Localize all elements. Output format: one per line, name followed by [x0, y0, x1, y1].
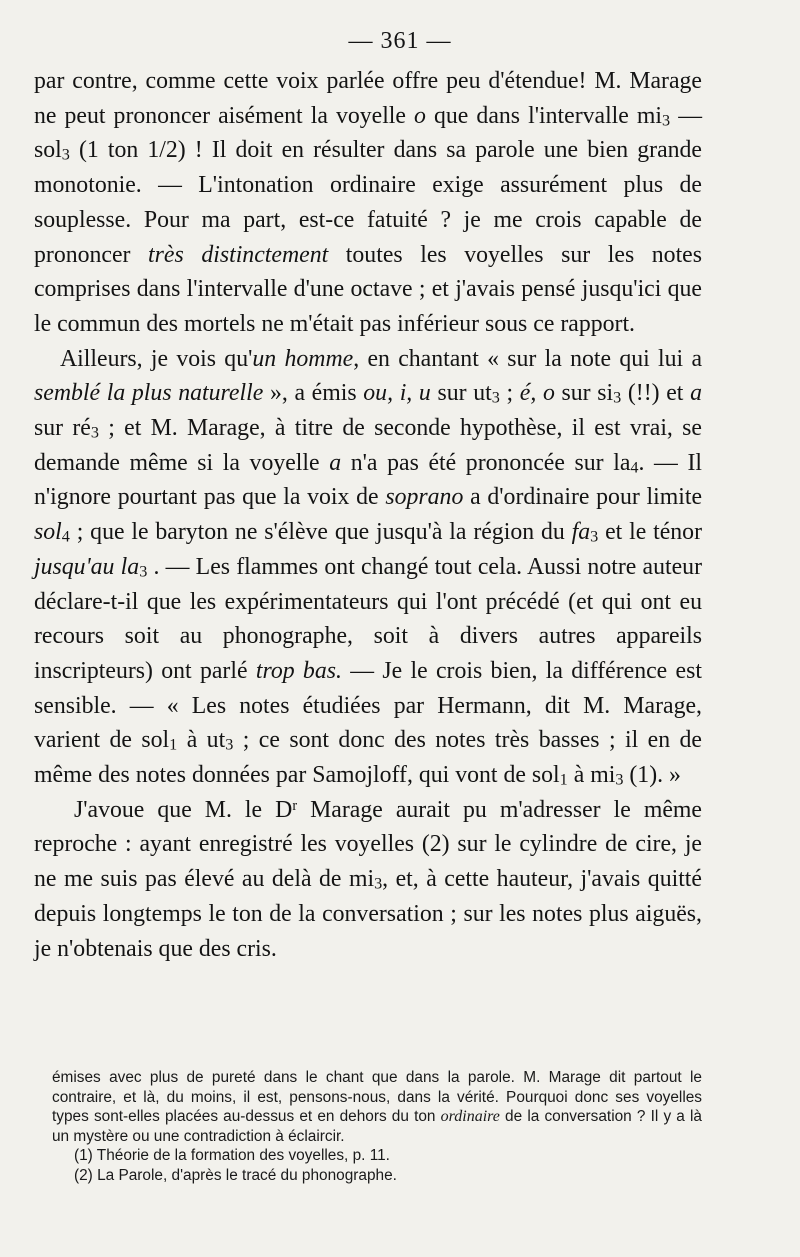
page-number: — 361 — [348, 28, 452, 54]
italic-run: très distinctement [148, 241, 329, 268]
text-run: — sol [34, 102, 702, 164]
subscript-note-octave: 1 [169, 736, 178, 754]
superscript-abbrev: r [292, 797, 298, 814]
text-run: — Je le crois bien, la différence est sensible. — « Les notes étudiées par Hermann, dit M. Marage, varient de sol [34, 657, 702, 754]
text-run: de la conversation ? Il y a là un mystère ou une contradiction à éclaircir. [52, 1108, 702, 1145]
italic-run: a [690, 380, 702, 407]
italic-run: sol [34, 519, 62, 546]
text-run: (1). » [623, 762, 681, 789]
italic-run: ou, i, u [363, 380, 431, 407]
subscript-note-octave: 3 [225, 736, 234, 754]
subscript-note-octave: 4 [630, 459, 639, 477]
subscript-note-octave: 3 [613, 389, 622, 407]
subscript-note-octave: 3 [615, 771, 624, 789]
text-run: ; [499, 380, 520, 407]
text-run: à mi [567, 762, 616, 789]
text-run: ; et M. Marage, à titre de seconde hypothèse, il est vrai, se demande même si la voyelle [34, 415, 702, 476]
italic-run: semblé la plus naturelle [34, 380, 264, 407]
subscript-note-octave: 3 [662, 112, 671, 130]
text-run: . — Il n'ignore pourtant pas que la voix de [34, 449, 702, 511]
subscript-note-octave: 3 [61, 146, 70, 164]
text-run: a d'ordinaire pour limite [463, 484, 703, 511]
text-run: par contre, comme cette voix parlée offre peu d'étendue! M. Marage ne peut prononcer aisément la voyelle [34, 68, 702, 129]
text-run: à ut [177, 727, 226, 754]
italic-run: o [414, 102, 426, 129]
text-run: émises avec plus de pureté dans le chant que dans la parole. M. Marage dit partout le contraire, et là, du moins, il est, pensons-nous, dans la vérité. Pourquoi donc ses voyelles types sont-elles placées au-dessus et en dehors du ton [52, 1069, 702, 1126]
text-run: J'avoue que M. le D [74, 796, 293, 823]
italic-run: fa [571, 519, 591, 546]
italic-run: trop bas. [255, 657, 342, 684]
paragraph-3 [34, 793, 702, 967]
subscript-note-octave: 4 [61, 528, 70, 546]
text-run: Marage aurait pu m'adresser le même reproche : ayant enregistré les voyelles (2) sur le cylindre de cire, je ne me suis pas élevé au delà de mi [34, 796, 702, 893]
text-run: n'a pas été prononcée sur la [341, 449, 631, 476]
text-run: , et, à cette hauteur, j'avais quitté depuis longtemps le ton de la conversation ; sur les notes plus aiguës, je n'obtenais que des cris. [34, 866, 702, 962]
subscript-note-octave: 3 [90, 424, 99, 442]
footnote-1: (1) Théorie de la formation des voyelles, p. 11. [74, 1147, 390, 1165]
text-run: , en chantant « sur la note qui lui a [353, 345, 703, 372]
italic-run: ordinaire [440, 1108, 500, 1126]
body-text [34, 64, 702, 966]
subscript-note-octave: 3 [374, 875, 383, 893]
italic-run: jusqu'au la [34, 553, 140, 580]
text-run: et le ténor [598, 519, 702, 546]
text-run: . — Les flammes ont changé tout cela. Aussi notre auteur déclare-t-il que les expérimentateurs qui l'ont précédé (et qui ont eu recours soit au phonographe, soit à divers autres appareils inscripteurs) ont parlé [34, 553, 702, 684]
text-run: Ailleurs, je vois qu' [60, 345, 253, 372]
subscript-note-octave: 3 [491, 389, 500, 407]
text-run: sur ut [430, 380, 492, 407]
subscript-note-octave: 3 [139, 563, 148, 581]
paragraph-2 [34, 342, 702, 793]
text-run: (!!) et [621, 380, 691, 407]
italic-run: un homme [252, 345, 354, 372]
footnotes [52, 1068, 702, 1186]
subscript-note-octave: 3 [590, 528, 599, 546]
paragraph-1 [34, 64, 702, 342]
text-run: ; que le baryton ne s'élève que jusqu'à la région du [69, 519, 572, 546]
italic-run: soprano [385, 484, 464, 511]
text-run: », a émis [263, 380, 364, 407]
text-run: (1 ton 1/2) ! Il doit en résulter dans sa parole une bien grande monotonie. — L'intonation ordinaire exige assurément plus de souplesse. Pour ma part, est-ce fatuité ? je me crois capable de prononcer [34, 137, 702, 268]
text-run: ; ce sont donc des notes très basses ; il en de même des notes données par Samojloff, qui vont de sol [34, 727, 702, 789]
italic-run: a [329, 449, 342, 476]
footnote-2: (2) La Parole, d'après le tracé du phonographe. [74, 1166, 397, 1184]
text-run: sur si [554, 380, 614, 407]
text-run: que dans l'intervalle mi [425, 102, 663, 129]
subscript-note-octave: 1 [559, 771, 568, 789]
footnote-continuation [52, 1068, 702, 1146]
text-run: toutes les voyelles sur les notes comprises dans l'intervalle d'une octave ; et j'avais pensé jusqu'ici que le commun des mortels ne m'était pas inférieur sous ce rapport. [34, 241, 703, 337]
italic-run: é, o [519, 380, 555, 407]
text-run: sur ré [34, 415, 91, 442]
